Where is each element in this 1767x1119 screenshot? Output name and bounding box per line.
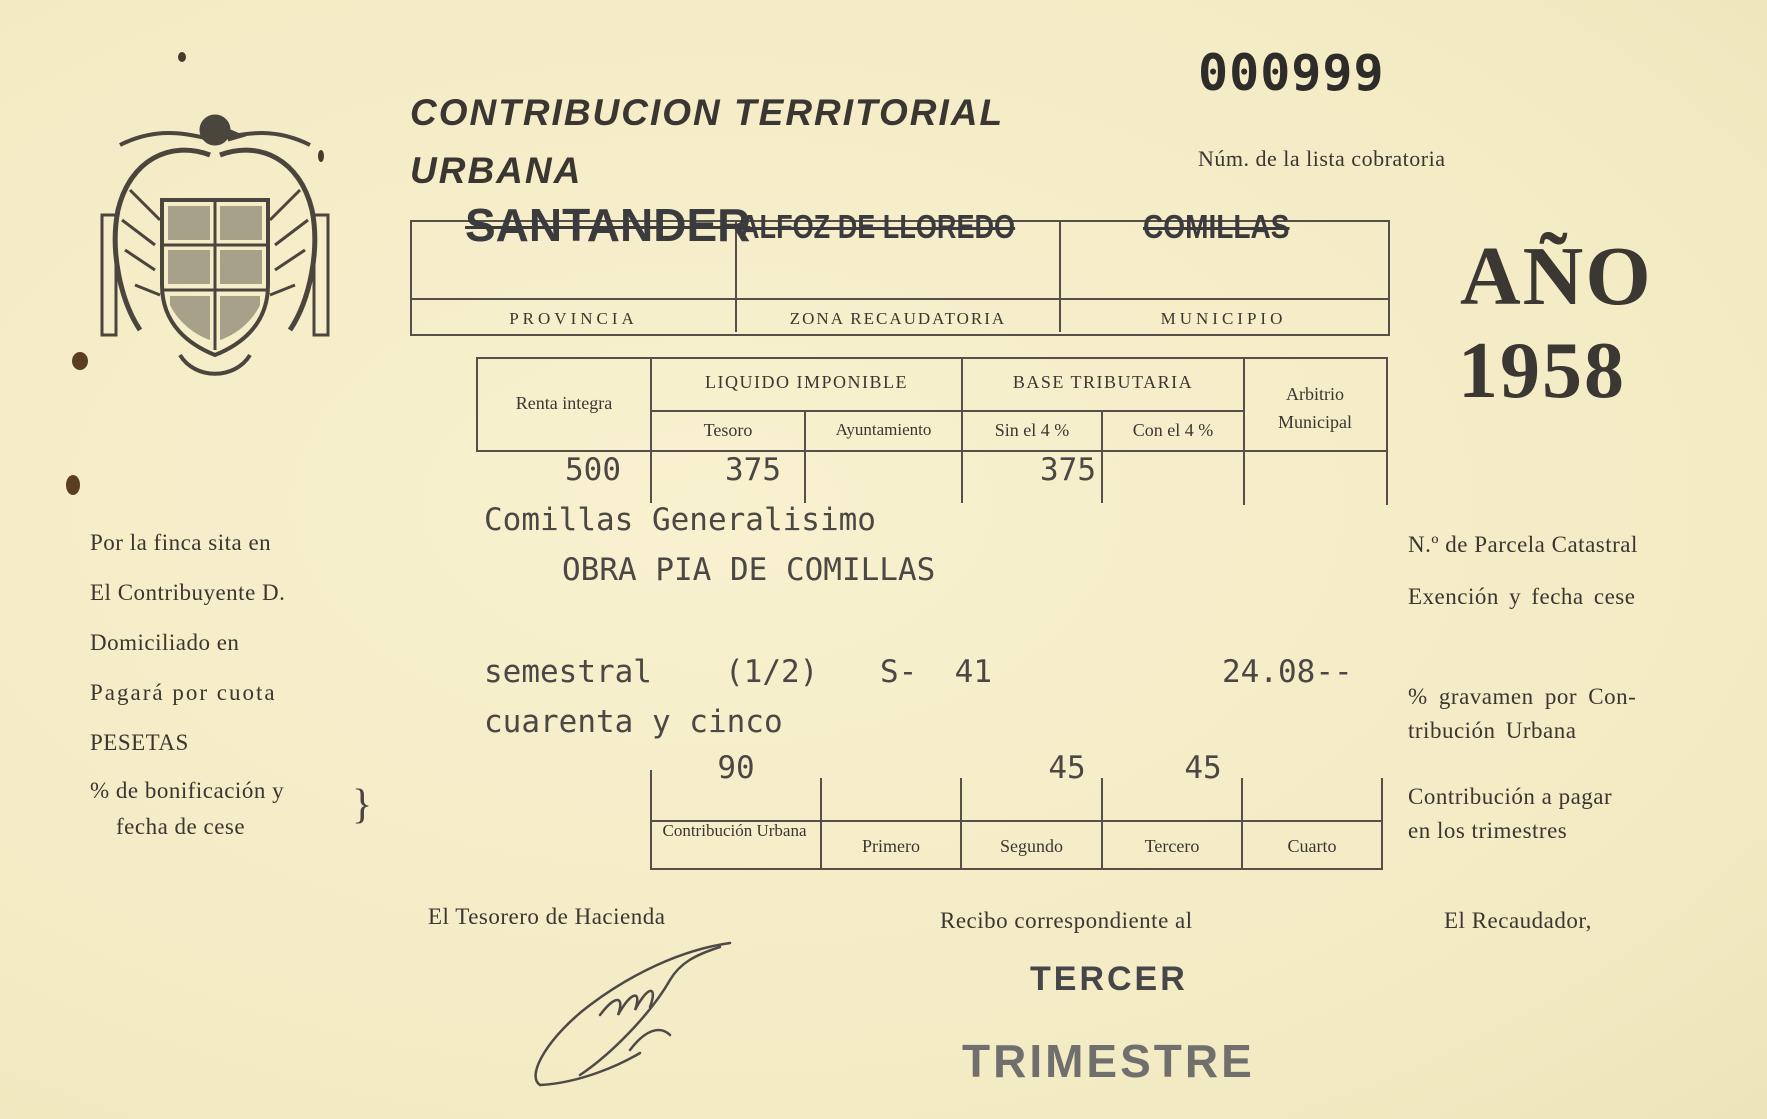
coat-of-arms-emblem <box>100 100 330 390</box>
zona-label: ZONA RECAUDATORIA <box>789 309 1007 328</box>
tax-table-subrow <box>650 410 1243 412</box>
sin-4-value: 375 <box>1040 452 1096 488</box>
tax-table-top <box>476 357 1386 359</box>
label-fecha-cese: fecha de cese <box>116 814 246 839</box>
recibo-label: Recibo correspondiente al <box>940 908 1193 933</box>
contribuyente-value: OBRA PIA DE COMILLAS <box>562 552 936 588</box>
renta-integra-value: 500 <box>565 452 621 488</box>
cuota-fraction: (1/2) <box>725 654 819 690</box>
ink-spot <box>318 150 324 162</box>
tax-table-edge <box>1386 357 1388 505</box>
municipio-value: COMILLAS <box>1143 208 1290 245</box>
cuota-amount: 24.08-- <box>1222 654 1353 690</box>
quarters-bottom-line <box>650 868 1381 870</box>
label-pesetas: PESETAS <box>90 730 189 755</box>
renta-integra-header: Renta integra <box>515 393 613 413</box>
ink-spot <box>72 352 88 370</box>
label-finca: Por la finca sita en <box>90 530 272 555</box>
municipio-label: MUNICIPIO <box>1160 309 1287 328</box>
serial-number: 000999 <box>1198 44 1385 102</box>
liquido-imponible-header: LIQUIDO IMPONIBLE <box>705 372 908 392</box>
label-parcela: N.º de Parcela Catastral <box>1408 532 1638 557</box>
label-contribuyente: El Contribuyente D. <box>90 580 286 605</box>
tax-table-col <box>1243 357 1245 505</box>
label-gravamen-1: % gravamen por Con- <box>1408 684 1637 709</box>
quarters-edge <box>1381 778 1383 870</box>
base-tributaria-header: BASE TRIBUTARIA <box>1012 372 1194 392</box>
serial-label: Núm. de la lista cobratoria <box>1198 146 1446 171</box>
label-pagara: Pagará por cuota <box>90 680 277 705</box>
quarter-value-urbana: 90 <box>717 750 755 786</box>
pesetas-words: cuarenta y cinco <box>484 704 783 740</box>
receipt-title-line1: CONTRIBUCION TERRITORIAL <box>410 92 1005 133</box>
cuota-code: S- 41 <box>880 654 992 690</box>
receipt-title-line2: URBANA <box>410 150 583 191</box>
label-gravamen-2: tribución Urbana <box>1408 718 1577 743</box>
zona-value: ALFOZ DE LLOREDO <box>740 208 1016 245</box>
label-domiciliado: Domiciliado en <box>90 630 240 655</box>
sin-4-header: Sin el 4 % <box>994 420 1070 440</box>
tesoro-header: Tesoro <box>703 420 753 440</box>
provincia-value: SANTANDER <box>465 199 751 251</box>
ink-spot <box>178 52 186 62</box>
stamp-tercer: TERCER <box>1030 960 1188 998</box>
year-value: 1958 <box>1458 327 1626 415</box>
tesoro-value: 375 <box>725 452 781 488</box>
cuota-type: semestral <box>484 654 652 690</box>
location-divider <box>412 298 1388 300</box>
recaudador-label: El Recaudador, <box>1444 908 1592 933</box>
quarter-header-urbana: Contribución Urbana <box>662 821 807 840</box>
label-contribucion-1: Contribución a pagar <box>1408 784 1613 809</box>
stamp-trimestre: TRIMESTRE <box>962 1035 1255 1087</box>
quarter-header-cuarto: Cuarto <box>1287 836 1337 856</box>
brace-symbol: } <box>352 782 373 828</box>
tesorero-label: El Tesorero de Hacienda <box>428 904 666 929</box>
quarter-value-segundo: 45 <box>1048 750 1086 786</box>
year-label: AÑO <box>1460 230 1653 323</box>
label-contribucion-2: en los trimestres <box>1408 818 1568 843</box>
quarter-header-primero: Primero <box>862 836 920 856</box>
ayuntamiento-header: Ayuntamiento <box>835 420 932 439</box>
finca-value: Comillas Generalisimo <box>484 502 876 538</box>
con-4-header: Con el 4 % <box>1132 420 1214 440</box>
quarter-header-tercero: Tercero <box>1144 836 1200 856</box>
quarter-header-segundo: Segundo <box>1000 836 1063 856</box>
ink-spot <box>66 475 80 495</box>
arbitrio-municipal-header: Arbitrio Municipal <box>1278 384 1352 432</box>
provincia-label: PROVINCIA <box>509 309 638 328</box>
label-bonificacion: % de bonificación y <box>90 778 285 803</box>
label-exencion: Exención y fecha cese <box>1408 584 1636 609</box>
tesorero-signature <box>520 935 740 1105</box>
quarter-value-tercero: 45 <box>1184 750 1222 786</box>
